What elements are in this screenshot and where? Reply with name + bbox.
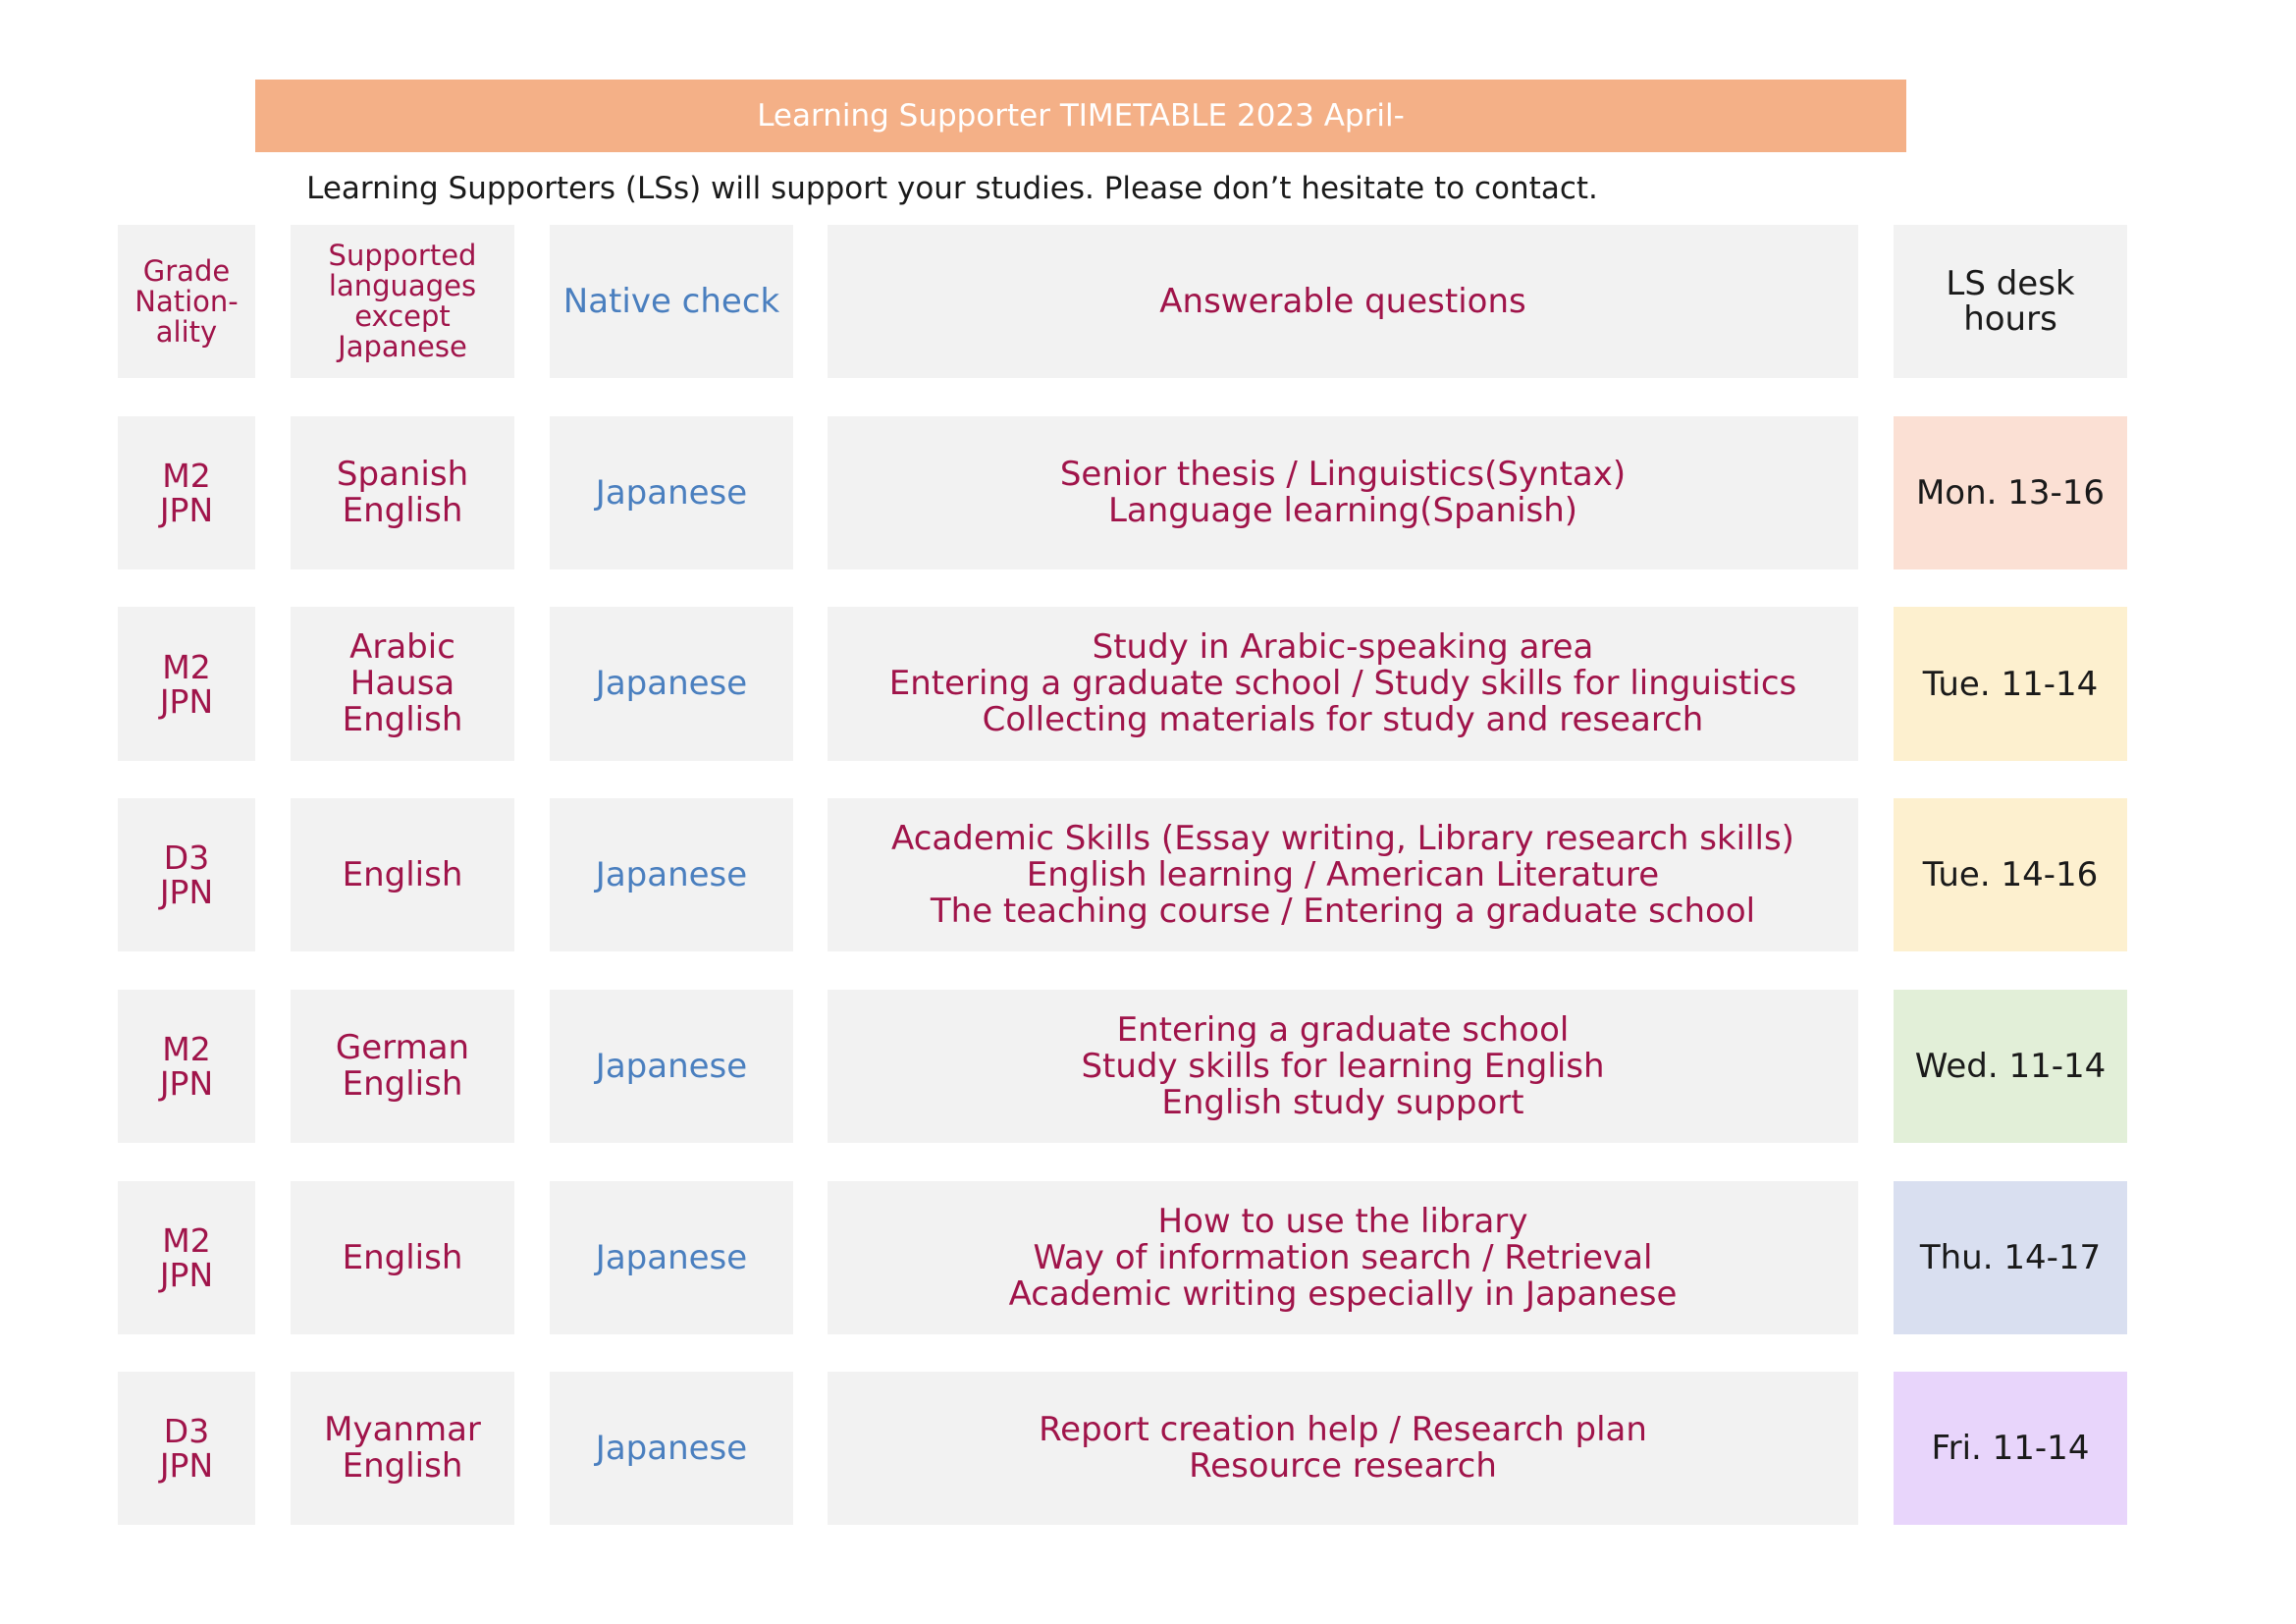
row-2-native: [550, 607, 793, 761]
header-hours-text: [1946, 266, 2074, 337]
row-1-grade: [118, 416, 255, 569]
question-line: The teaching course / Entering a graduate school: [930, 891, 1756, 931]
grade-line: M2: [162, 1221, 211, 1260]
header-hours-line: hours: [1963, 299, 2057, 339]
native-check-value: Japanese: [595, 1046, 748, 1086]
row-1-languages: [291, 416, 514, 569]
question-line: English learning / American Literature: [1026, 854, 1660, 894]
desk-hours-value: Wed. 11-14: [1914, 1047, 2107, 1086]
row-3-grade: [118, 798, 255, 951]
desk-hours-value: Tue. 14-16: [1922, 855, 2099, 894]
header-native-text: Native check: [562, 282, 780, 321]
row-2-grade: [118, 607, 255, 761]
language-line: Spanish: [336, 455, 469, 494]
native-check-value: Japanese: [595, 664, 748, 703]
header-native-check: [550, 225, 793, 378]
timetable-title: Learning Supporter TIMETABLE 2023 April-: [757, 98, 1405, 134]
row-3-hours: [1894, 798, 2127, 951]
native-check-value: Japanese: [595, 472, 748, 513]
grade-line: M2: [162, 457, 211, 495]
language-line: English: [342, 1446, 463, 1486]
question-line: Senior thesis / Linguistics(Syntax): [1059, 455, 1627, 494]
language-line: English: [342, 1237, 463, 1277]
language-line: Hausa: [349, 664, 455, 703]
nationality-line: JPN: [159, 681, 214, 721]
header-grade-line: Nation-: [134, 284, 239, 318]
question-line: Report creation help / Research plan: [1039, 1410, 1647, 1449]
desk-hours-value: Thu. 14-17: [1919, 1238, 2102, 1277]
row-4-native: [550, 990, 793, 1143]
row-4-grade: [118, 990, 255, 1143]
question-line: Academic Skills (Essay writing, Library research skills): [891, 818, 1794, 858]
header-supported-languages: [291, 225, 514, 378]
row-4-hours: [1894, 990, 2127, 1143]
row-1-questions: [828, 416, 1858, 569]
language-line: English: [342, 700, 463, 739]
header-languages-line: Japanese: [338, 330, 467, 363]
header-grade-line: Grade: [142, 253, 231, 288]
header-languages-line: Supported: [328, 239, 477, 272]
desk-hours-value: Tue. 11-14: [1922, 664, 2099, 704]
language-line: Myanmar: [324, 1410, 481, 1449]
header-hours-line: LS desk: [1946, 264, 2075, 303]
header-grade-text: [134, 253, 239, 349]
header-answerable-questions: [828, 225, 1858, 378]
row-5-hours: [1894, 1181, 2127, 1334]
header-languages-line: except: [354, 299, 451, 333]
nationality-line: JPN: [159, 491, 214, 529]
nationality-line: JPN: [159, 1256, 214, 1294]
timetable-title-banner: [255, 80, 1906, 152]
row-4-questions: [828, 990, 1858, 1143]
nationality-line: JPN: [159, 1064, 214, 1103]
nationality-line: JPN: [159, 1446, 214, 1485]
question-line: Academic writing especially in Japanese: [1008, 1273, 1678, 1314]
row-3-languages: [291, 798, 514, 951]
header-desk-hours: [1894, 225, 2127, 378]
question-line: Collecting materials for study and research: [982, 700, 1704, 739]
row-1-hours: [1894, 416, 2127, 569]
row-6-hours: [1894, 1372, 2127, 1525]
header-grade-nationality: [118, 225, 255, 378]
grade-line: M2: [162, 1030, 211, 1068]
desk-hours-value: Fri. 11-14: [1931, 1429, 2090, 1468]
row-5-questions: [828, 1181, 1858, 1334]
native-check-value: Japanese: [595, 1428, 748, 1468]
header-languages-text: [329, 241, 477, 362]
question-line: Way of information search / Retrieval: [1033, 1237, 1653, 1277]
row-2-questions: [828, 607, 1858, 761]
row-6-languages: [291, 1372, 514, 1525]
row-5-native: [550, 1181, 793, 1334]
row-6-native: [550, 1372, 793, 1525]
question-line: Language learning(Spanish): [1107, 491, 1578, 530]
row-1-native: [550, 416, 793, 569]
question-line: Entering a graduate school / Study skills for linguistics: [888, 664, 1797, 703]
question-line: Study skills for learning English: [1081, 1046, 1605, 1086]
native-check-value: Japanese: [595, 854, 748, 894]
grade-line: M2: [162, 647, 211, 686]
row-2-languages: [291, 607, 514, 761]
header-languages-line: languages: [328, 269, 477, 302]
header-questions-text: Answerable questions: [1159, 282, 1526, 321]
language-line: English: [342, 1064, 463, 1104]
row-5-grade: [118, 1181, 255, 1334]
row-5-languages: [291, 1181, 514, 1334]
row-3-questions: [828, 798, 1858, 951]
language-line: English: [342, 491, 463, 530]
row-6-grade: [118, 1372, 255, 1525]
header-grade-line: ality: [155, 314, 218, 349]
timetable-subtitle: Learning Supporters (LSs) will support your studies. Please don’t hesitate to contact.: [306, 171, 1598, 206]
question-line: English study support: [1161, 1082, 1524, 1122]
nationality-line: JPN: [159, 873, 214, 911]
question-line: Resource research: [1189, 1446, 1497, 1486]
grade-line: D3: [163, 1412, 210, 1450]
row-6-questions: [828, 1372, 1858, 1525]
question-line: Study in Arabic-speaking area: [1092, 627, 1594, 667]
question-line: Entering a graduate school: [1116, 1009, 1570, 1050]
language-line: Arabic: [349, 627, 455, 667]
language-line: German: [335, 1028, 470, 1067]
row-2-hours: [1894, 607, 2127, 761]
desk-hours-value: Mon. 13-16: [1915, 473, 2106, 513]
row-4-languages: [291, 990, 514, 1143]
native-check-value: Japanese: [595, 1237, 748, 1277]
row-3-native: [550, 798, 793, 951]
language-line: English: [342, 854, 463, 894]
grade-line: D3: [163, 839, 210, 877]
question-line: How to use the library: [1157, 1201, 1528, 1241]
